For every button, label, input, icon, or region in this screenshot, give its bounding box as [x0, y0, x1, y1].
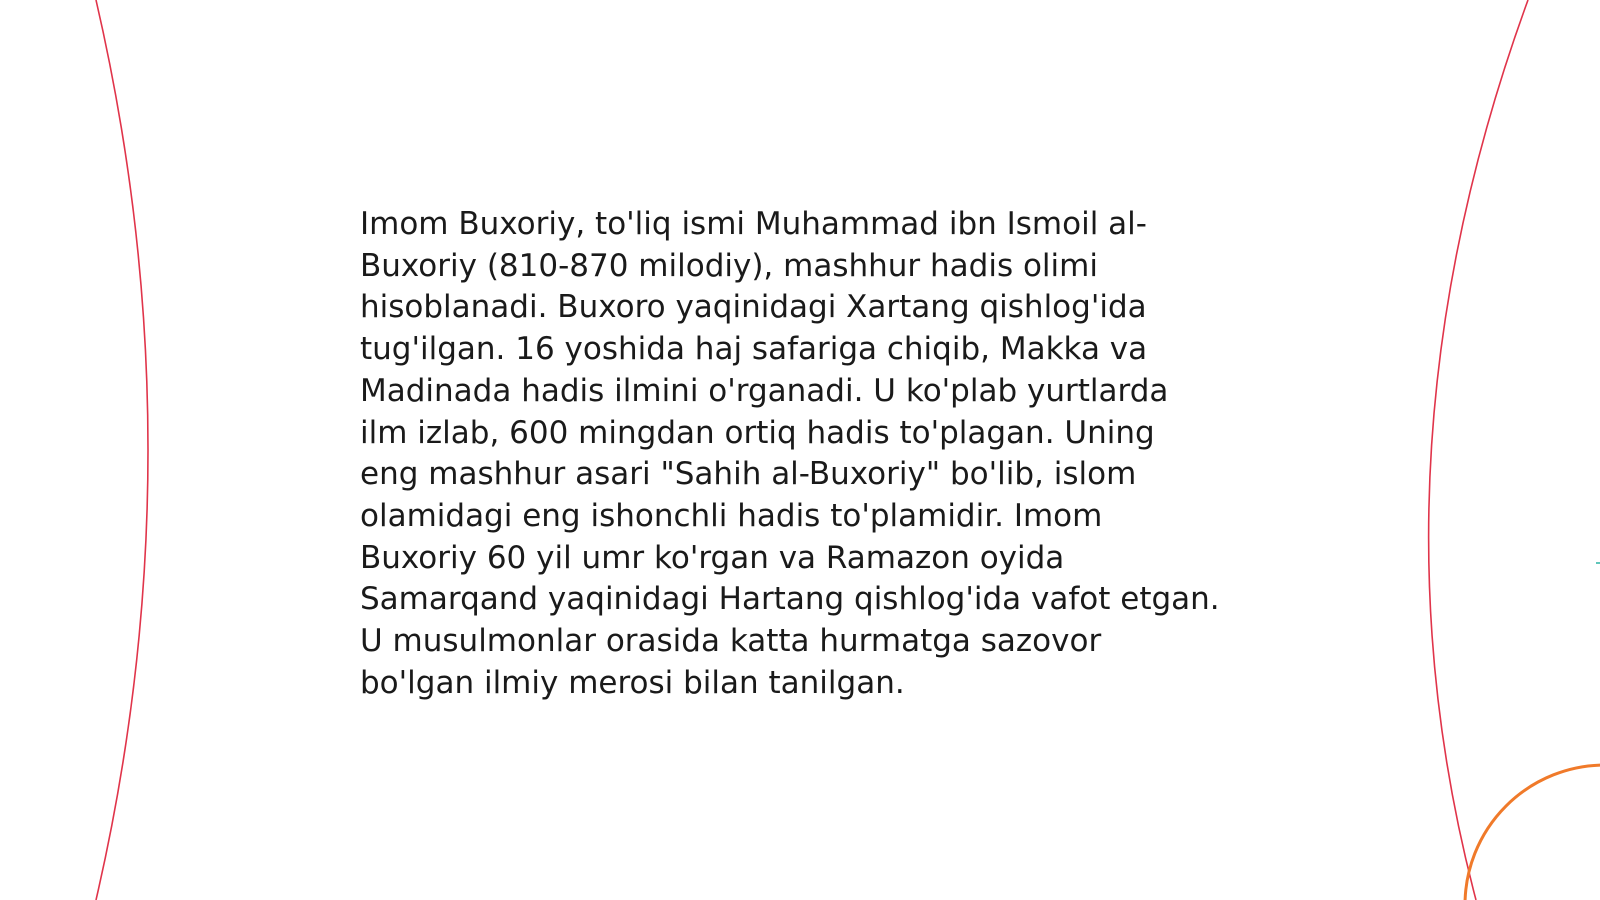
right-red-curve — [1429, 0, 1528, 900]
slide-body-paragraph: Imom Buxoriy, to'liq ismi Muhammad ibn Ismoil al-Buxoriy (810-870 milodiy), mashhur hadis olimi hisoblanadi. Buxoro yaqinidagi Xartang qishlog'ida tug'ilgan. 16 yoshida haj safariga chiqib, Makka va Madinada hadis ilmini o'rganadi. U ko'plab yurtlarda ilm izlab, 600 mingdan ortiq hadis to'plagan. Uning eng mashhur asari "Sahih al-Buxoriy" bo'lib, islom olamidagi eng ishonchli hadis to'plamidir. Imom Buxoriy 60 yil umr ko'rgan va Ramazon oyida Samarqand yaqinidagi Hartang qishlog'ida vafot etgan. U musulmonlar orasida katta hurmatga sazovor bo'lgan ilmiy merosi bilan tanilgan. — [360, 206, 1220, 701]
orange-circle — [1465, 765, 1600, 900]
left-red-curve — [96, 0, 148, 900]
